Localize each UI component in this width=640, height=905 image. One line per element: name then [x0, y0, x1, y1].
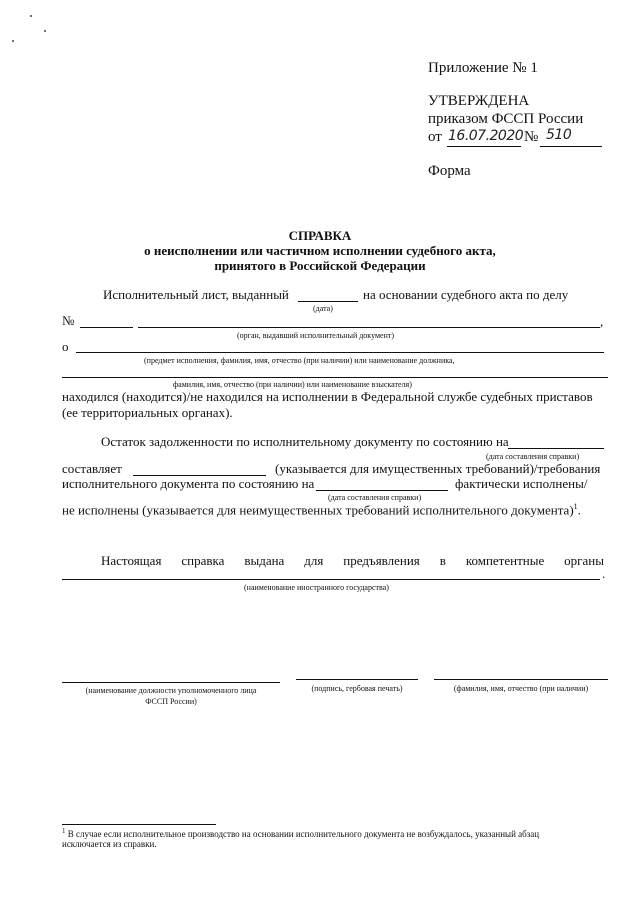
- order-date-line: [447, 146, 521, 147]
- order-date-handwritten: 16.07.2020: [448, 128, 524, 144]
- fulfilled-date-blank: [316, 490, 448, 491]
- label-subject: (предмет исполнения, фамилия, имя, отчество (при наличии) или наименование должника,: [144, 356, 455, 365]
- footnote-number: 1: [62, 827, 66, 835]
- p3-line-3b: фактически исполнены/: [455, 476, 588, 491]
- approved-label: УТВЕРЖДЕНА: [428, 93, 530, 109]
- foreign-state-blank: [62, 579, 600, 580]
- position-blank: [62, 682, 280, 683]
- document-subtitle-2: принятого в Российской Федерации: [214, 258, 426, 273]
- scan-speck: [44, 30, 46, 32]
- p3-line-3a: исполнительного документа по состоянию на: [62, 476, 315, 491]
- footnote-text: [62, 827, 608, 849]
- footnote-separator: [62, 824, 216, 825]
- case-number-blank: [80, 327, 133, 328]
- p2-line-1: находился (находится)/не находился на исполнении в Федеральной службе судебных приставов: [62, 389, 593, 404]
- label-signature: (подпись, гербовая печать): [311, 684, 403, 693]
- label-foreign-state: (наименование иностранного государства): [244, 583, 389, 592]
- label-creditor: фамилия, имя, отчество (при наличии) или наименование взыскателя): [173, 380, 412, 389]
- label-organ: (орган, выдавший исполнительный документ): [237, 331, 395, 340]
- p3-line-1: Остаток задолженности по исполнительному документу по состоянию на: [101, 434, 509, 449]
- label-report-date-2: (дата составления справки): [328, 493, 422, 502]
- order-number-line: [540, 146, 602, 147]
- p4-end-dot: .: [602, 566, 606, 581]
- comma: ,: [600, 314, 604, 329]
- label-position-1: (наименование должности уполномоченного лица: [85, 686, 257, 695]
- p1-text-left: Исполнительный лист, выданный: [103, 287, 289, 302]
- p1-date-blank: [298, 301, 358, 302]
- form-label: Форма: [428, 163, 471, 179]
- balance-date-blank: [508, 448, 604, 449]
- order-number-prefix: №: [524, 129, 539, 145]
- appendix-label: Приложение № 1: [428, 60, 538, 76]
- order-from-prefix: от: [428, 129, 442, 145]
- full-name-blank: [434, 679, 608, 680]
- order-number-handwritten: 510: [546, 127, 572, 143]
- signature-blank: [296, 679, 418, 680]
- document-subtitle-1: о неисполнении или частичном исполнении судебного акта,: [144, 243, 496, 258]
- label-position-2: ФССП России): [145, 697, 197, 706]
- scan-speck: [12, 40, 14, 42]
- o-letter: о: [62, 339, 69, 354]
- scan-speck: [30, 15, 32, 17]
- p4-line: Настоящая справка выдана для предъявления в компетентные органы: [101, 553, 604, 568]
- footnote-line-2: исключается из справки.: [62, 839, 157, 849]
- label-report-date-1: (дата составления справки): [486, 452, 580, 461]
- p3-line-2a: составляет: [62, 461, 122, 476]
- label-date: (дата): [313, 304, 333, 313]
- footnote-line-1: $^1$ В случае если исполнительное производство на основании исполнительного документа не возбуждалось, указанный абзац: [62, 827, 540, 839]
- footnote-marker: 1: [573, 502, 578, 511]
- subject-blank: [76, 352, 604, 353]
- document-title: СПРАВКА: [288, 228, 352, 243]
- case-number-sign: №: [62, 313, 75, 328]
- label-full-name: (фамилия, имя, отчество (при наличии): [453, 684, 589, 693]
- p1-text-right: на основании судебного акта по делу: [363, 287, 569, 302]
- p2-line-2: (ее территориальных органах).: [62, 405, 233, 420]
- creditor-blank: [62, 377, 608, 378]
- p3-line-2b: (указывается для имущественных требований)/требования: [275, 461, 601, 476]
- issuing-organ-blank: [138, 327, 600, 328]
- p3-line-4: не исполнены (указывается для неимущественных требований исполнительного документа)$^1$.: [62, 502, 581, 518]
- order-label: приказом ФССП России: [428, 111, 584, 127]
